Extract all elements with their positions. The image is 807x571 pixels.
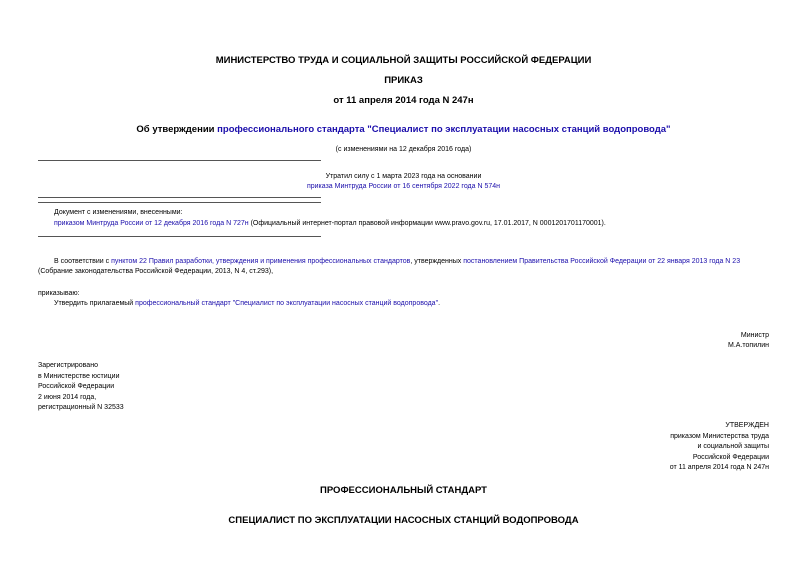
doc-date-number: от 11 апреля 2014 года N 247н [333,95,474,106]
approval-line: приказом Министерства труда [670,432,769,440]
resolution-link[interactable]: постановлением Правительства Российской Федерации от 22 января 2013 года N 23 [463,258,741,265]
amendment-order-link[interactable]: приказом Минтруда России от 12 декабря 2016 года N 727н [54,220,249,227]
registration-line: Российской Федерации [38,383,115,390]
basis-citation: (Собрание законодательства Российской Федерации, 2013, N 4, ст.293), [38,268,274,275]
separator-line [38,160,321,161]
registration-line: в Министерстве юстиции [38,372,120,380]
approve-paragraph [54,299,440,310]
approval-line: и социальной защиты [697,443,769,450]
registration-line: регистрационный N 32533 [38,404,124,411]
standard-heading: ПРОФЕССИОНАЛЬНЫЙ СТАНДАРТ [320,485,487,496]
standard-name: СПЕЦИАЛИСТ ПО ЭКСПЛУАТАЦИИ НАСОСНЫХ СТАНЦИЙ ВОДОПРОВОДА [228,515,579,526]
approval-line: УТВЕРЖДЕН [725,422,769,429]
expired-text: Утратил силу с 1 марта 2023 года на основании [325,173,482,180]
signature-name: М.А.топилин [728,342,769,349]
approval-block [670,421,769,474]
registration-block [38,361,124,414]
expired-link-row [0,182,807,193]
changes-note: (с изменениями на 12 декабря 2016 года) [335,146,472,153]
separator-line [38,202,321,203]
registration-line: 2 июня 2014 года, [38,393,97,401]
title-prefix: Об утверждении [136,124,218,135]
doc-type: ПРИКАЗ [384,75,423,86]
standard-link[interactable]: профессиональный стандарт "Специалист по эксплуатации насосных станций водопровода" [135,300,439,307]
separator-line [38,236,321,237]
document-title [0,124,807,135]
amendment-source: (Официальный интернет-портал правовой информации www.pravo.gov.ru, 17.01.2017, N 0001201701170001). [248,220,606,227]
basis-paragraph [54,257,740,268]
registration-line: Зарегистрировано [38,362,98,369]
amendments-intro: Документ с изменениями, внесенными: [54,209,183,216]
signature-role: Министр [740,332,769,339]
rules-link[interactable]: пунктом 22 Правил разработки, утверждения и применения профессиональных стандартов [111,258,411,265]
order-word: приказываю: [38,290,80,297]
title-standard-link[interactable]: профессионального стандарта "Специалист по эксплуатации насосных станций водопровода" [217,124,671,135]
ministry-heading: МИНИСТЕРСТВО ТРУДА И СОЦИАЛЬНОЙ ЗАЩИТЫ РОССИЙСКОЙ ФЕДЕРАЦИИ [215,55,592,66]
basis-text-b: , утвержденных [410,258,464,265]
approval-line: от 11 апреля 2014 года N 247н [669,464,769,471]
approval-line: Российской Федерации [692,453,769,461]
approve-text-b: . [438,300,441,307]
amendments-row [54,219,606,230]
separator-line [38,197,321,198]
approve-text-a: Утвердить прилагаемый [54,300,136,307]
expired-order-link[interactable]: приказа Минтруда России от 16 сентября 2022 года N 574н [306,183,501,190]
basis-text-a: В соответствии с [54,258,112,265]
